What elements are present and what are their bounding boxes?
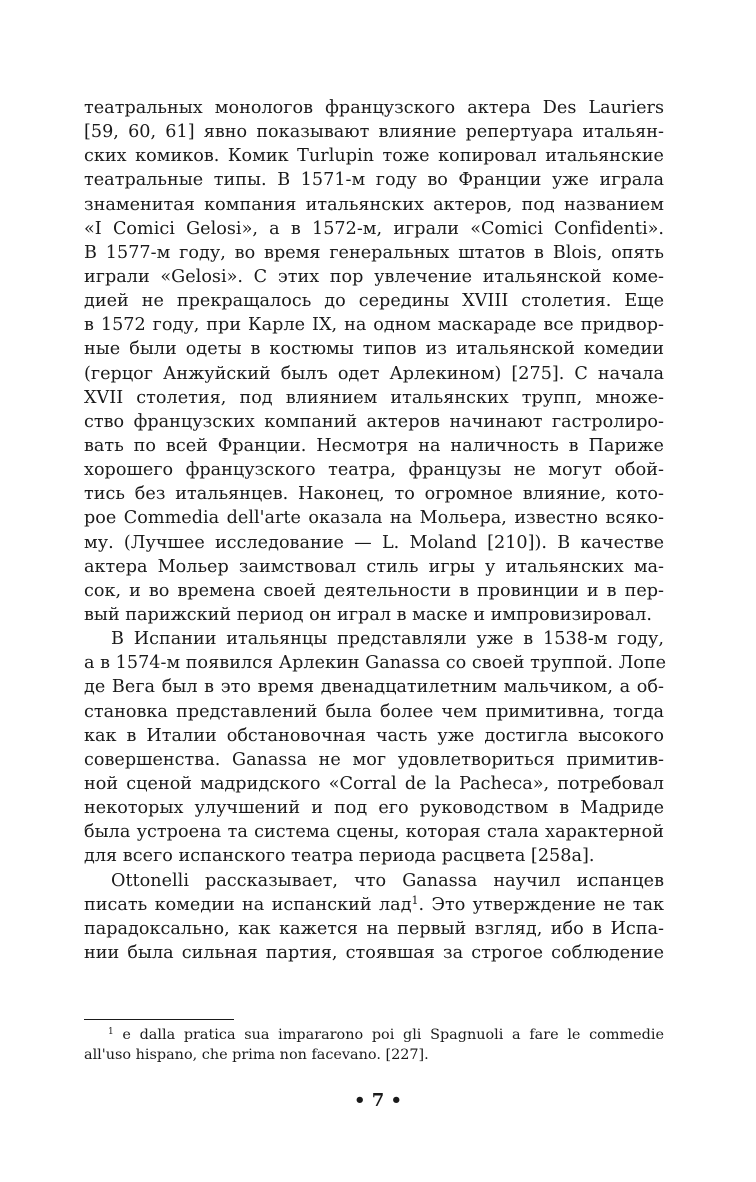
page-number: • 7 •: [353, 1090, 403, 1111]
text-line: де Вега был в это время двенадцатилетним мальчиком, а об-: [84, 677, 664, 698]
text-line: в 1572 году, при Карле IX, на одном маскараде все придвор-: [84, 315, 664, 336]
text-line: рое Commedia dell'arte оказала на Мольера, известно всяко-: [84, 508, 664, 529]
text-line: дией не прекращалось до середины XVIII столетия. Еще: [84, 291, 664, 312]
footnote-separator: [84, 1019, 234, 1020]
text-line: как в Италии обстановочная часть уже достигла высокого: [84, 725, 664, 746]
text-line: парадоксально, как кажется на первый взгляд, ибо в Испа-: [84, 918, 664, 939]
text-line: некоторых улучшений и под его руководством в Мадриде: [84, 798, 664, 819]
text-line: а в 1574-м появился Арлекин Ganassa со своей труппой. Лопе: [84, 653, 667, 674]
text-line: ство французских компаний актеров начинают гастролиро-: [84, 411, 664, 432]
text-line: В 1577-м году, во время генеральных штатов в Blois, опять: [84, 242, 664, 263]
text-line: тись без итальянцев. Наконец, то огромное влияние, кото-: [84, 484, 664, 505]
text-line: му. (Лучшее исследование — L. Moland [210]). В качестве: [84, 532, 664, 553]
text-line: хорошего французского театра, французы не могут обой-: [84, 460, 664, 481]
text-line: вать по всей Франции. Несмотря на наличность в Париже: [84, 435, 664, 456]
text-line: ной сценой мадридского «Corral de la Pacheca», потребовал: [84, 773, 664, 794]
text-line: театральных монологов французского актера Des Lauriers: [84, 98, 664, 118]
text-line: актера Мольер заимствовал стиль игры у итальянских ма-: [84, 556, 664, 577]
text-line: ные были одеты в костюмы типов из итальянской комедии: [84, 339, 664, 360]
text-line: Ottonelli рассказывает, что Ganassa научил испанцев: [111, 870, 664, 891]
text-line: нии была сильная партия, стоявшая за строгое соблюдение: [84, 942, 664, 963]
footnote-marker: 1: [108, 1027, 114, 1038]
text-fragment: писать комедии на испанский лад: [84, 894, 412, 915]
text-line: совершенства. Ganassa не мог удовлетвориться примитив-: [84, 749, 664, 770]
text-line: «I Comici Gelosi», а в 1572-м, играли «Comici Confidenti».: [84, 218, 664, 239]
footnote-line: [84, 1025, 664, 1045]
footnote-text: e dalla pratica sua impararono poi gli Spagnuoli a fare le commedie: [113, 1027, 664, 1043]
text-line: (герцог Анжуйский былъ одет Арлекином) [275]. С начала: [84, 363, 664, 384]
footnote-line: all'uso hispano, che prima non facevano. [227].: [84, 1047, 429, 1063]
footnote: [84, 1025, 664, 1065]
footnote-reference[interactable]: 1: [411, 893, 419, 907]
text-line: сок, и во времена своей деятельности в провинции и в пер-: [84, 580, 664, 601]
text-line: знаменитая компания итальянских актеров, под названием: [84, 194, 664, 215]
text-line: ских комиков. Комик Turlupin тоже копировал итальянские: [84, 146, 664, 167]
text-line: [59, 60, 61] явно показывают влияние репертуара итальян-: [84, 122, 664, 143]
text-line: XVII столетия, под влиянием итальянских трупп, множе-: [84, 387, 664, 408]
text-line: В Испании итальянцы представляли уже в 1538-м году,: [111, 629, 664, 650]
text-line: театральные типы. В 1571-м году во Франции уже играла: [84, 170, 664, 191]
text-line: играли «Gelosi». С этих пор увлечение итальянской коме-: [84, 266, 664, 287]
text-line-with-footnote-ref: [84, 893, 664, 917]
text-line: для всего испанского театра периода расцвета [258а].: [84, 846, 595, 867]
text-line: становка представлений была более чем примитивна, тогда: [84, 701, 664, 722]
text-line: вый парижский период он играл в маске и импровизировал.: [84, 604, 652, 625]
text-line: была устроена та система сцены, которая стала характерной: [84, 822, 664, 843]
text-fragment: . Это утверждение не так: [418, 894, 664, 915]
main-text: [84, 96, 667, 965]
